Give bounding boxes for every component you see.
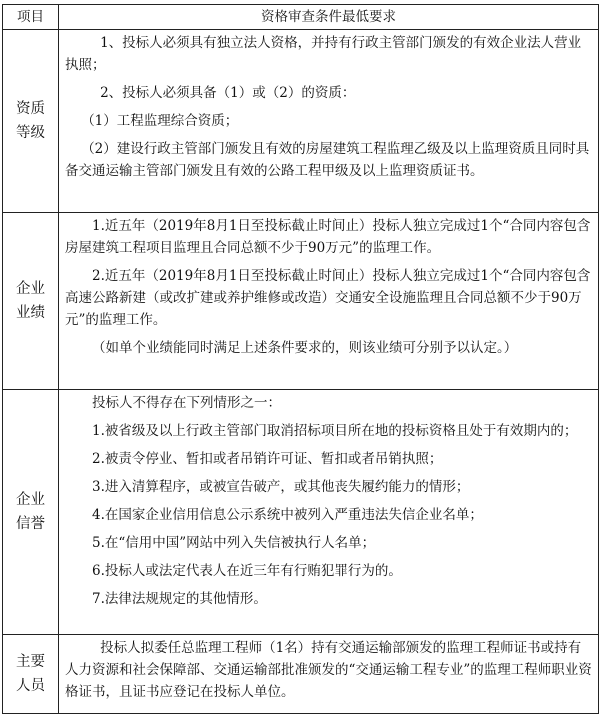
- row-qualification: [3, 30, 599, 213]
- label-performance: 企业 业绩: [3, 213, 59, 390]
- row-performance: [3, 213, 599, 390]
- paragraph: 2.近五年（2019年8月1日至投标截止时间止）投标人独立完成过1个“合同内容包含高速公路新建（或改扩建或养护维修或改造）交通安全设施监理且合同总额不少于90万元”的监理工作。: [65, 268, 591, 328]
- paragraph: 6.投标人或法定代表人在近三年有行贿犯罪行为的。: [92, 563, 402, 579]
- content-performance: [59, 213, 599, 390]
- header-requirements: 资格审查条件最低要求: [59, 5, 599, 30]
- paragraph: 5.在“信用中国”网站中列入失信被执行人名单；: [92, 535, 376, 551]
- table-header-row: [3, 5, 599, 30]
- paragraph: 4.在国家企业信用信息公示系统中被列入严重违法失信企业名单；: [92, 507, 483, 523]
- paragraph: （2）建设行政主管部门颁发且有效的房屋建筑工程监理乙级及以上监理资质且同时具备交通运输主管部门颁发且有效的公路工程甲级及以上监理资质证书。: [65, 141, 590, 179]
- content-qualification: [59, 30, 599, 213]
- row-staff: [3, 635, 599, 714]
- paragraph: 7.法律法规规定的其他情形。: [92, 591, 267, 607]
- paragraph: 投标人不得存在下列情形之一：: [92, 395, 281, 411]
- header-item: 项目: [3, 5, 59, 30]
- paragraph: 1.被省级及以上行政主管部门取消招标项目所在地的投标资格且处于有效期内的；: [92, 423, 578, 439]
- paragraph: 3.进入清算程序，或被宣告破产，或其他丧失履约能力的情形；: [92, 479, 470, 495]
- paragraph: （如单个业绩能同时满足上述条件要求的，则该业绩可分别予以认定。）: [92, 340, 518, 356]
- paragraph: 2、投标人必须具备（1）或（2）的资质：: [100, 85, 356, 101]
- paragraph: 1、投标人必须具有独立法人资格，并持有行政主管部门颁发的有效企业法人营业执照；: [65, 35, 582, 73]
- content-staff: [59, 635, 599, 714]
- paragraph: 1.近五年（2019年8月1日至投标截止时间止）投标人独立完成过1个“合同内容包含房屋建筑工程项目监理且合同总额不少于90万元”的监理工作。: [65, 218, 591, 256]
- label-credit: 企业 信誉: [3, 390, 59, 635]
- row-credit: [3, 390, 599, 635]
- paragraph: 2.被责令停业、暂扣或者吊销许可证、暂扣或者吊销执照；: [92, 451, 443, 467]
- paragraph: （1）工程监理综合资质；: [81, 113, 239, 129]
- paragraph: 投标人拟委任总监理工程师（1名）持有交通运输部颁发的监理工程师证书或持有人力资源和社会保障部、交通运输部批准颁发的“交通运输工程专业”的监理工程师职业资格证书，且证书应登记在投标人单位。: [65, 640, 592, 700]
- qualification-requirements-table: [2, 4, 599, 714]
- label-staff: 主要 人员: [3, 635, 59, 714]
- content-credit: [59, 390, 599, 635]
- label-qualification: 资质 等级: [3, 30, 59, 213]
